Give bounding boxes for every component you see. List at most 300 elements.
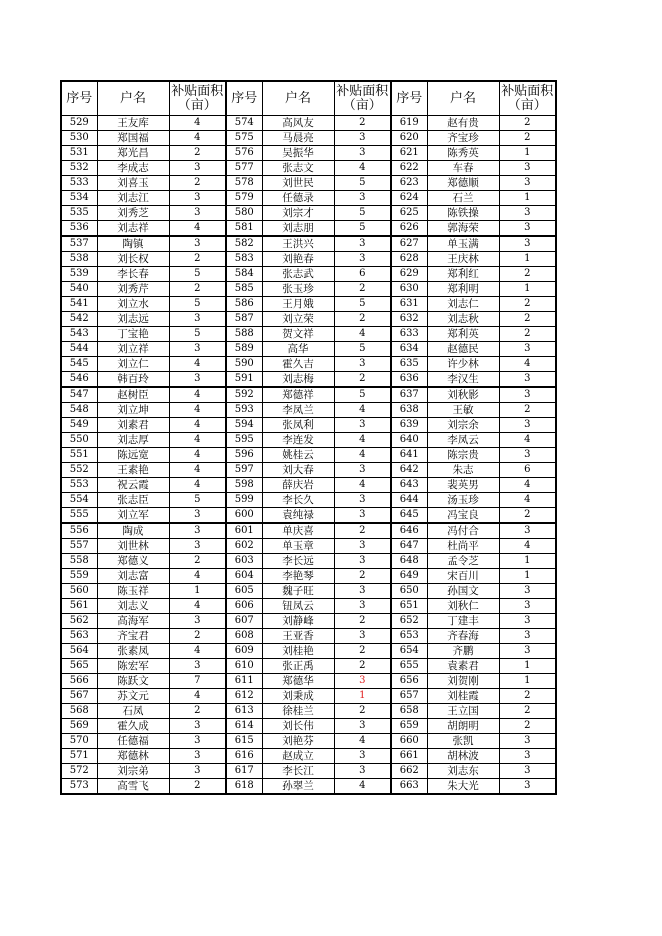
name-cell[interactable]: 薛庆岩 bbox=[262, 478, 334, 493]
name-cell[interactable]: 刘秀芝 bbox=[97, 206, 169, 221]
area-cell[interactable]: 3 bbox=[499, 644, 556, 659]
seq-cell[interactable]: 611 bbox=[226, 674, 262, 689]
area-cell[interactable]: 4 bbox=[169, 569, 226, 584]
seq-cell[interactable]: 548 bbox=[61, 403, 97, 418]
area-cell[interactable]: 2 bbox=[499, 689, 556, 704]
name-cell[interactable]: 孟令芝 bbox=[427, 554, 499, 569]
name-cell[interactable]: 陈跃文 bbox=[97, 674, 169, 689]
seq-cell[interactable]: 584 bbox=[226, 267, 262, 282]
name-cell[interactable]: 霍久成 bbox=[97, 719, 169, 734]
name-cell[interactable]: 李凤云 bbox=[427, 433, 499, 448]
area-cell[interactable]: 3 bbox=[169, 312, 226, 327]
area-cell[interactable]: 1 bbox=[499, 252, 556, 267]
area-cell[interactable]: 3 bbox=[169, 342, 226, 357]
name-cell[interactable]: 马晨亮 bbox=[262, 131, 334, 146]
area-cell[interactable]: 4 bbox=[169, 131, 226, 146]
area-cell[interactable]: 3 bbox=[169, 206, 226, 221]
name-cell[interactable]: 车春 bbox=[427, 161, 499, 176]
seq-cell[interactable]: 643 bbox=[391, 478, 427, 493]
name-cell[interactable]: 刘志秋 bbox=[427, 312, 499, 327]
seq-cell[interactable]: 562 bbox=[61, 614, 97, 629]
seq-cell[interactable]: 604 bbox=[226, 569, 262, 584]
name-cell[interactable]: 汤玉珍 bbox=[427, 493, 499, 508]
area-cell[interactable]: 3 bbox=[499, 599, 556, 614]
area-cell[interactable]: 2 bbox=[334, 569, 391, 584]
name-cell[interactable]: 刘立仁 bbox=[97, 357, 169, 372]
name-cell[interactable]: 刘志远 bbox=[97, 312, 169, 327]
area-cell[interactable]: 4 bbox=[169, 357, 226, 372]
name-cell[interactable]: 单玉章 bbox=[262, 539, 334, 554]
area-cell[interactable]: 3 bbox=[499, 387, 556, 403]
area-cell[interactable]: 3 bbox=[499, 372, 556, 388]
seq-cell[interactable]: 587 bbox=[226, 312, 262, 327]
seq-cell[interactable]: 657 bbox=[391, 689, 427, 704]
area-cell[interactable]: 3 bbox=[169, 161, 226, 176]
seq-cell[interactable]: 535 bbox=[61, 206, 97, 221]
name-cell[interactable]: 吴振华 bbox=[262, 146, 334, 161]
seq-cell[interactable]: 609 bbox=[226, 644, 262, 659]
area-cell[interactable]: 3 bbox=[334, 463, 391, 478]
area-cell[interactable]: 4 bbox=[499, 478, 556, 493]
area-cell[interactable]: 4 bbox=[334, 433, 391, 448]
name-cell[interactable]: 祝云霞 bbox=[97, 478, 169, 493]
seq-cell[interactable]: 590 bbox=[226, 357, 262, 372]
name-cell[interactable]: 高海军 bbox=[97, 614, 169, 629]
area-cell[interactable]: 1 bbox=[169, 584, 226, 599]
seq-cell[interactable]: 566 bbox=[61, 674, 97, 689]
seq-cell[interactable]: 640 bbox=[391, 433, 427, 448]
area-cell[interactable]: 3 bbox=[169, 372, 226, 388]
area-cell[interactable]: 2 bbox=[334, 704, 391, 719]
seq-cell[interactable]: 658 bbox=[391, 704, 427, 719]
seq-cell[interactable]: 651 bbox=[391, 599, 427, 614]
seq-cell[interactable]: 606 bbox=[226, 599, 262, 614]
seq-cell[interactable]: 580 bbox=[226, 206, 262, 221]
seq-cell[interactable]: 603 bbox=[226, 554, 262, 569]
area-cell[interactable]: 2 bbox=[169, 252, 226, 267]
area-cell[interactable]: 1 bbox=[499, 146, 556, 161]
name-cell[interactable]: 王立国 bbox=[427, 704, 499, 719]
name-cell[interactable]: 刘世林 bbox=[97, 539, 169, 554]
seq-cell[interactable]: 598 bbox=[226, 478, 262, 493]
seq-cell[interactable]: 646 bbox=[391, 523, 427, 539]
area-cell[interactable]: 3 bbox=[334, 599, 391, 614]
area-cell[interactable]: 3 bbox=[334, 584, 391, 599]
area-cell[interactable]: 3 bbox=[334, 191, 391, 206]
name-cell[interactable]: 单玉满 bbox=[427, 236, 499, 252]
name-cell[interactable]: 刘志厚 bbox=[97, 433, 169, 448]
seq-cell[interactable]: 656 bbox=[391, 674, 427, 689]
seq-cell[interactable]: 601 bbox=[226, 523, 262, 539]
seq-cell[interactable]: 644 bbox=[391, 493, 427, 508]
area-cell[interactable]: 4 bbox=[169, 221, 226, 237]
seq-cell[interactable]: 563 bbox=[61, 629, 97, 644]
area-cell[interactable]: 2 bbox=[334, 614, 391, 629]
seq-cell[interactable]: 607 bbox=[226, 614, 262, 629]
seq-cell[interactable]: 625 bbox=[391, 206, 427, 221]
area-cell[interactable]: 2 bbox=[334, 372, 391, 388]
name-cell[interactable]: 李艳琴 bbox=[262, 569, 334, 584]
name-cell[interactable]: 张志臣 bbox=[97, 493, 169, 508]
area-cell[interactable]: 2 bbox=[169, 704, 226, 719]
name-cell[interactable]: 杜尚平 bbox=[427, 539, 499, 554]
area-cell[interactable]: 3 bbox=[499, 342, 556, 357]
name-cell[interactable]: 魏子旺 bbox=[262, 584, 334, 599]
area-cell[interactable]: 7 bbox=[169, 674, 226, 689]
name-cell[interactable]: 郑德义 bbox=[97, 554, 169, 569]
name-cell[interactable]: 张凯 bbox=[427, 734, 499, 749]
name-cell[interactable]: 姚桂云 bbox=[262, 448, 334, 463]
name-cell[interactable]: 张志武 bbox=[262, 267, 334, 282]
name-cell[interactable]: 冯宝良 bbox=[427, 508, 499, 524]
area-cell[interactable]: 1 bbox=[499, 659, 556, 674]
name-cell[interactable]: 刘桂霞 bbox=[427, 689, 499, 704]
name-cell[interactable]: 裴英男 bbox=[427, 478, 499, 493]
seq-cell[interactable]: 599 bbox=[226, 493, 262, 508]
seq-cell[interactable]: 561 bbox=[61, 599, 97, 614]
area-cell[interactable]: 4 bbox=[334, 161, 391, 176]
name-cell[interactable]: 王亚香 bbox=[262, 629, 334, 644]
seq-cell[interactable]: 626 bbox=[391, 221, 427, 237]
area-cell[interactable]: 3 bbox=[334, 554, 391, 569]
seq-cell[interactable]: 622 bbox=[391, 161, 427, 176]
area-cell[interactable]: 3 bbox=[499, 734, 556, 749]
seq-cell[interactable]: 597 bbox=[226, 463, 262, 478]
seq-cell[interactable]: 554 bbox=[61, 493, 97, 508]
area-cell[interactable]: 4 bbox=[334, 478, 391, 493]
area-cell[interactable]: 2 bbox=[499, 327, 556, 342]
area-cell[interactable]: 2 bbox=[169, 629, 226, 644]
seq-cell[interactable]: 545 bbox=[61, 357, 97, 372]
name-cell[interactable]: 刘桂艳 bbox=[262, 644, 334, 659]
name-cell[interactable]: 李连发 bbox=[262, 433, 334, 448]
seq-cell[interactable]: 578 bbox=[226, 176, 262, 191]
name-cell[interactable]: 刘秋影 bbox=[427, 387, 499, 403]
area-cell[interactable]: 3 bbox=[499, 764, 556, 779]
area-cell[interactable]: 3 bbox=[169, 734, 226, 749]
seq-cell[interactable]: 593 bbox=[226, 403, 262, 418]
area-cell[interactable]: 3 bbox=[499, 221, 556, 237]
seq-cell[interactable]: 633 bbox=[391, 327, 427, 342]
area-cell[interactable]: 1 bbox=[334, 689, 391, 704]
seq-cell[interactable]: 586 bbox=[226, 297, 262, 312]
area-cell[interactable]: 5 bbox=[334, 342, 391, 357]
seq-cell[interactable]: 569 bbox=[61, 719, 97, 734]
seq-cell[interactable]: 624 bbox=[391, 191, 427, 206]
seq-cell[interactable]: 557 bbox=[61, 539, 97, 554]
area-cell[interactable]: 3 bbox=[499, 206, 556, 221]
name-cell[interactable]: 刘志义 bbox=[97, 599, 169, 614]
area-cell[interactable]: 5 bbox=[334, 297, 391, 312]
name-cell[interactable]: 齐春海 bbox=[427, 629, 499, 644]
area-cell[interactable]: 4 bbox=[334, 327, 391, 342]
area-cell[interactable]: 4 bbox=[169, 478, 226, 493]
name-cell[interactable]: 石凤 bbox=[97, 704, 169, 719]
area-cell[interactable]: 1 bbox=[499, 282, 556, 297]
seq-cell[interactable]: 589 bbox=[226, 342, 262, 357]
name-cell[interactable]: 刘世民 bbox=[262, 176, 334, 191]
seq-cell[interactable]: 619 bbox=[391, 116, 427, 131]
name-cell[interactable]: 李长江 bbox=[262, 764, 334, 779]
area-cell[interactable]: 3 bbox=[334, 146, 391, 161]
area-cell[interactable]: 3 bbox=[499, 523, 556, 539]
seq-cell[interactable]: 642 bbox=[391, 463, 427, 478]
name-cell[interactable]: 张正禹 bbox=[262, 659, 334, 674]
seq-cell[interactable]: 575 bbox=[226, 131, 262, 146]
name-cell[interactable]: 刘秀芹 bbox=[97, 282, 169, 297]
name-cell[interactable]: 刘艳春 bbox=[262, 252, 334, 267]
area-cell[interactable]: 2 bbox=[169, 176, 226, 191]
name-cell[interactable]: 宋百川 bbox=[427, 569, 499, 584]
area-cell[interactable]: 1 bbox=[499, 674, 556, 689]
seq-cell[interactable]: 612 bbox=[226, 689, 262, 704]
area-cell[interactable]: 4 bbox=[499, 493, 556, 508]
seq-cell[interactable]: 543 bbox=[61, 327, 97, 342]
seq-cell[interactable]: 630 bbox=[391, 282, 427, 297]
area-cell[interactable]: 3 bbox=[334, 418, 391, 433]
area-cell[interactable]: 3 bbox=[499, 629, 556, 644]
area-cell[interactable]: 4 bbox=[169, 463, 226, 478]
seq-cell[interactable]: 639 bbox=[391, 418, 427, 433]
name-cell[interactable]: 王洪兴 bbox=[262, 236, 334, 252]
seq-cell[interactable]: 581 bbox=[226, 221, 262, 237]
seq-cell[interactable]: 572 bbox=[61, 764, 97, 779]
seq-cell[interactable]: 577 bbox=[226, 161, 262, 176]
area-cell[interactable]: 1 bbox=[499, 554, 556, 569]
name-cell[interactable]: 赵有贵 bbox=[427, 116, 499, 131]
seq-cell[interactable]: 539 bbox=[61, 267, 97, 282]
name-cell[interactable]: 王友库 bbox=[97, 116, 169, 131]
area-cell[interactable]: 3 bbox=[169, 236, 226, 252]
seq-cell[interactable]: 582 bbox=[226, 236, 262, 252]
area-cell[interactable]: 5 bbox=[334, 206, 391, 221]
area-cell[interactable]: 5 bbox=[334, 387, 391, 403]
area-cell[interactable]: 3 bbox=[169, 539, 226, 554]
seq-cell[interactable]: 550 bbox=[61, 433, 97, 448]
seq-cell[interactable]: 629 bbox=[391, 267, 427, 282]
name-cell[interactable]: 钮凤云 bbox=[262, 599, 334, 614]
seq-cell[interactable]: 632 bbox=[391, 312, 427, 327]
name-cell[interactable]: 郑德祥 bbox=[262, 387, 334, 403]
name-cell[interactable]: 刘秋仁 bbox=[427, 599, 499, 614]
area-cell[interactable]: 6 bbox=[334, 267, 391, 282]
seq-cell[interactable]: 579 bbox=[226, 191, 262, 206]
name-cell[interactable]: 陈宗贵 bbox=[427, 448, 499, 463]
area-cell[interactable]: 4 bbox=[169, 689, 226, 704]
seq-cell[interactable]: 620 bbox=[391, 131, 427, 146]
name-cell[interactable]: 丁宝艳 bbox=[97, 327, 169, 342]
name-cell[interactable]: 刘立水 bbox=[97, 297, 169, 312]
seq-cell[interactable]: 530 bbox=[61, 131, 97, 146]
name-cell[interactable]: 刘立荣 bbox=[262, 312, 334, 327]
area-cell[interactable]: 3 bbox=[499, 779, 556, 795]
area-cell[interactable]: 2 bbox=[334, 282, 391, 297]
area-cell[interactable]: 3 bbox=[499, 176, 556, 191]
area-cell[interactable]: 3 bbox=[334, 749, 391, 764]
area-cell[interactable]: 2 bbox=[334, 523, 391, 539]
name-cell[interactable]: 胡林波 bbox=[427, 749, 499, 764]
seq-cell[interactable]: 583 bbox=[226, 252, 262, 267]
seq-cell[interactable]: 556 bbox=[61, 523, 97, 539]
area-cell[interactable]: 3 bbox=[169, 508, 226, 524]
seq-cell[interactable]: 648 bbox=[391, 554, 427, 569]
name-cell[interactable]: 刘志仁 bbox=[427, 297, 499, 312]
area-cell[interactable]: 1 bbox=[499, 191, 556, 206]
area-cell[interactable]: 5 bbox=[169, 327, 226, 342]
seq-cell[interactable]: 591 bbox=[226, 372, 262, 388]
name-cell[interactable]: 李凤兰 bbox=[262, 403, 334, 418]
seq-cell[interactable]: 533 bbox=[61, 176, 97, 191]
name-cell[interactable]: 刘志东 bbox=[427, 764, 499, 779]
area-cell[interactable]: 4 bbox=[334, 779, 391, 795]
name-cell[interactable]: 刘静峰 bbox=[262, 614, 334, 629]
area-cell[interactable]: 2 bbox=[499, 508, 556, 524]
name-cell[interactable]: 郑利红 bbox=[427, 267, 499, 282]
seq-cell[interactable]: 574 bbox=[226, 116, 262, 131]
name-cell[interactable]: 袁素君 bbox=[427, 659, 499, 674]
name-cell[interactable]: 刘志祥 bbox=[97, 221, 169, 237]
seq-cell[interactable]: 570 bbox=[61, 734, 97, 749]
seq-cell[interactable]: 635 bbox=[391, 357, 427, 372]
seq-cell[interactable]: 650 bbox=[391, 584, 427, 599]
area-cell[interactable]: 3 bbox=[334, 252, 391, 267]
name-cell[interactable]: 高风友 bbox=[262, 116, 334, 131]
area-cell[interactable]: 4 bbox=[169, 116, 226, 131]
name-cell[interactable]: 郑德林 bbox=[97, 749, 169, 764]
area-cell[interactable]: 4 bbox=[334, 448, 391, 463]
name-cell[interactable]: 刘大春 bbox=[262, 463, 334, 478]
area-cell[interactable]: 3 bbox=[334, 493, 391, 508]
seq-cell[interactable]: 565 bbox=[61, 659, 97, 674]
seq-cell[interactable]: 663 bbox=[391, 779, 427, 795]
area-cell[interactable]: 2 bbox=[169, 779, 226, 795]
area-cell[interactable]: 2 bbox=[169, 282, 226, 297]
name-cell[interactable]: 刘长伟 bbox=[262, 719, 334, 734]
seq-cell[interactable]: 553 bbox=[61, 478, 97, 493]
name-cell[interactable]: 陈玉祥 bbox=[97, 584, 169, 599]
name-cell[interactable]: 丁建丰 bbox=[427, 614, 499, 629]
name-cell[interactable]: 高雪飞 bbox=[97, 779, 169, 795]
name-cell[interactable]: 陶成 bbox=[97, 523, 169, 539]
name-cell[interactable]: 王敏 bbox=[427, 403, 499, 418]
area-cell[interactable]: 2 bbox=[499, 297, 556, 312]
name-cell[interactable]: 张凤利 bbox=[262, 418, 334, 433]
seq-cell[interactable]: 618 bbox=[226, 779, 262, 795]
name-cell[interactable]: 王素艳 bbox=[97, 463, 169, 478]
name-cell[interactable]: 刘宗余 bbox=[427, 418, 499, 433]
seq-cell[interactable]: 560 bbox=[61, 584, 97, 599]
area-cell[interactable]: 3 bbox=[169, 749, 226, 764]
name-cell[interactable]: 陈宏军 bbox=[97, 659, 169, 674]
name-cell[interactable]: 陈远宽 bbox=[97, 448, 169, 463]
area-cell[interactable]: 3 bbox=[334, 131, 391, 146]
seq-cell[interactable]: 542 bbox=[61, 312, 97, 327]
area-cell[interactable]: 4 bbox=[169, 448, 226, 463]
name-cell[interactable]: 刘宗才 bbox=[262, 206, 334, 221]
seq-cell[interactable]: 649 bbox=[391, 569, 427, 584]
area-cell[interactable]: 2 bbox=[499, 719, 556, 734]
seq-cell[interactable]: 602 bbox=[226, 539, 262, 554]
name-cell[interactable]: 孙翠兰 bbox=[262, 779, 334, 795]
area-cell[interactable]: 5 bbox=[169, 297, 226, 312]
name-cell[interactable]: 贺文祥 bbox=[262, 327, 334, 342]
name-cell[interactable]: 刘秉成 bbox=[262, 689, 334, 704]
name-cell[interactable]: 郭海荣 bbox=[427, 221, 499, 237]
name-cell[interactable]: 郑德华 bbox=[262, 674, 334, 689]
area-cell[interactable]: 5 bbox=[334, 221, 391, 237]
area-cell[interactable]: 5 bbox=[334, 176, 391, 191]
seq-cell[interactable]: 661 bbox=[391, 749, 427, 764]
name-cell[interactable]: 陶镇 bbox=[97, 236, 169, 252]
area-cell[interactable]: 3 bbox=[499, 236, 556, 252]
name-cell[interactable]: 孙国文 bbox=[427, 584, 499, 599]
name-cell[interactable]: 陈秀英 bbox=[427, 146, 499, 161]
name-cell[interactable]: 郑利英 bbox=[427, 327, 499, 342]
name-cell[interactable]: 刘立坤 bbox=[97, 403, 169, 418]
area-cell[interactable]: 3 bbox=[169, 191, 226, 206]
area-cell[interactable]: 3 bbox=[334, 629, 391, 644]
area-cell[interactable]: 4 bbox=[499, 539, 556, 554]
name-cell[interactable]: 刘志富 bbox=[97, 569, 169, 584]
name-cell[interactable]: 刘素君 bbox=[97, 418, 169, 433]
name-cell[interactable]: 郑光昌 bbox=[97, 146, 169, 161]
seq-cell[interactable]: 541 bbox=[61, 297, 97, 312]
area-cell[interactable]: 2 bbox=[334, 312, 391, 327]
seq-cell[interactable]: 564 bbox=[61, 644, 97, 659]
seq-cell[interactable]: 634 bbox=[391, 342, 427, 357]
area-cell[interactable]: 2 bbox=[499, 116, 556, 131]
seq-cell[interactable]: 531 bbox=[61, 146, 97, 161]
area-cell[interactable]: 3 bbox=[499, 161, 556, 176]
seq-cell[interactable]: 623 bbox=[391, 176, 427, 191]
name-cell[interactable]: 刘立祥 bbox=[97, 342, 169, 357]
name-cell[interactable]: 赵树臣 bbox=[97, 387, 169, 403]
name-cell[interactable]: 高华 bbox=[262, 342, 334, 357]
name-cell[interactable]: 许少林 bbox=[427, 357, 499, 372]
seq-cell[interactable]: 573 bbox=[61, 779, 97, 795]
area-cell[interactable]: 4 bbox=[499, 433, 556, 448]
area-cell[interactable]: 4 bbox=[334, 734, 391, 749]
area-cell[interactable]: 3 bbox=[334, 764, 391, 779]
name-cell[interactable]: 冯付合 bbox=[427, 523, 499, 539]
area-cell[interactable]: 3 bbox=[169, 659, 226, 674]
area-cell[interactable]: 2 bbox=[169, 554, 226, 569]
name-cell[interactable]: 刘贺刚 bbox=[427, 674, 499, 689]
name-cell[interactable]: 单庆喜 bbox=[262, 523, 334, 539]
seq-cell[interactable]: 540 bbox=[61, 282, 97, 297]
name-cell[interactable]: 霍久吉 bbox=[262, 357, 334, 372]
area-cell[interactable]: 2 bbox=[169, 146, 226, 161]
seq-cell[interactable]: 537 bbox=[61, 236, 97, 252]
name-cell[interactable]: 郑国福 bbox=[97, 131, 169, 146]
area-cell[interactable]: 2 bbox=[499, 131, 556, 146]
seq-cell[interactable]: 636 bbox=[391, 372, 427, 388]
area-cell[interactable]: 2 bbox=[334, 644, 391, 659]
seq-cell[interactable]: 647 bbox=[391, 539, 427, 554]
name-cell[interactable]: 赵成立 bbox=[262, 749, 334, 764]
name-cell[interactable]: 张玉珍 bbox=[262, 282, 334, 297]
seq-cell[interactable]: 544 bbox=[61, 342, 97, 357]
area-cell[interactable]: 5 bbox=[169, 493, 226, 508]
area-cell[interactable]: 4 bbox=[169, 433, 226, 448]
name-cell[interactable]: 张志文 bbox=[262, 161, 334, 176]
name-cell[interactable]: 张素凤 bbox=[97, 644, 169, 659]
seq-cell[interactable]: 552 bbox=[61, 463, 97, 478]
seq-cell[interactable]: 529 bbox=[61, 116, 97, 131]
name-cell[interactable]: 袁纯禄 bbox=[262, 508, 334, 524]
area-cell[interactable]: 2 bbox=[499, 267, 556, 282]
seq-cell[interactable]: 538 bbox=[61, 252, 97, 267]
